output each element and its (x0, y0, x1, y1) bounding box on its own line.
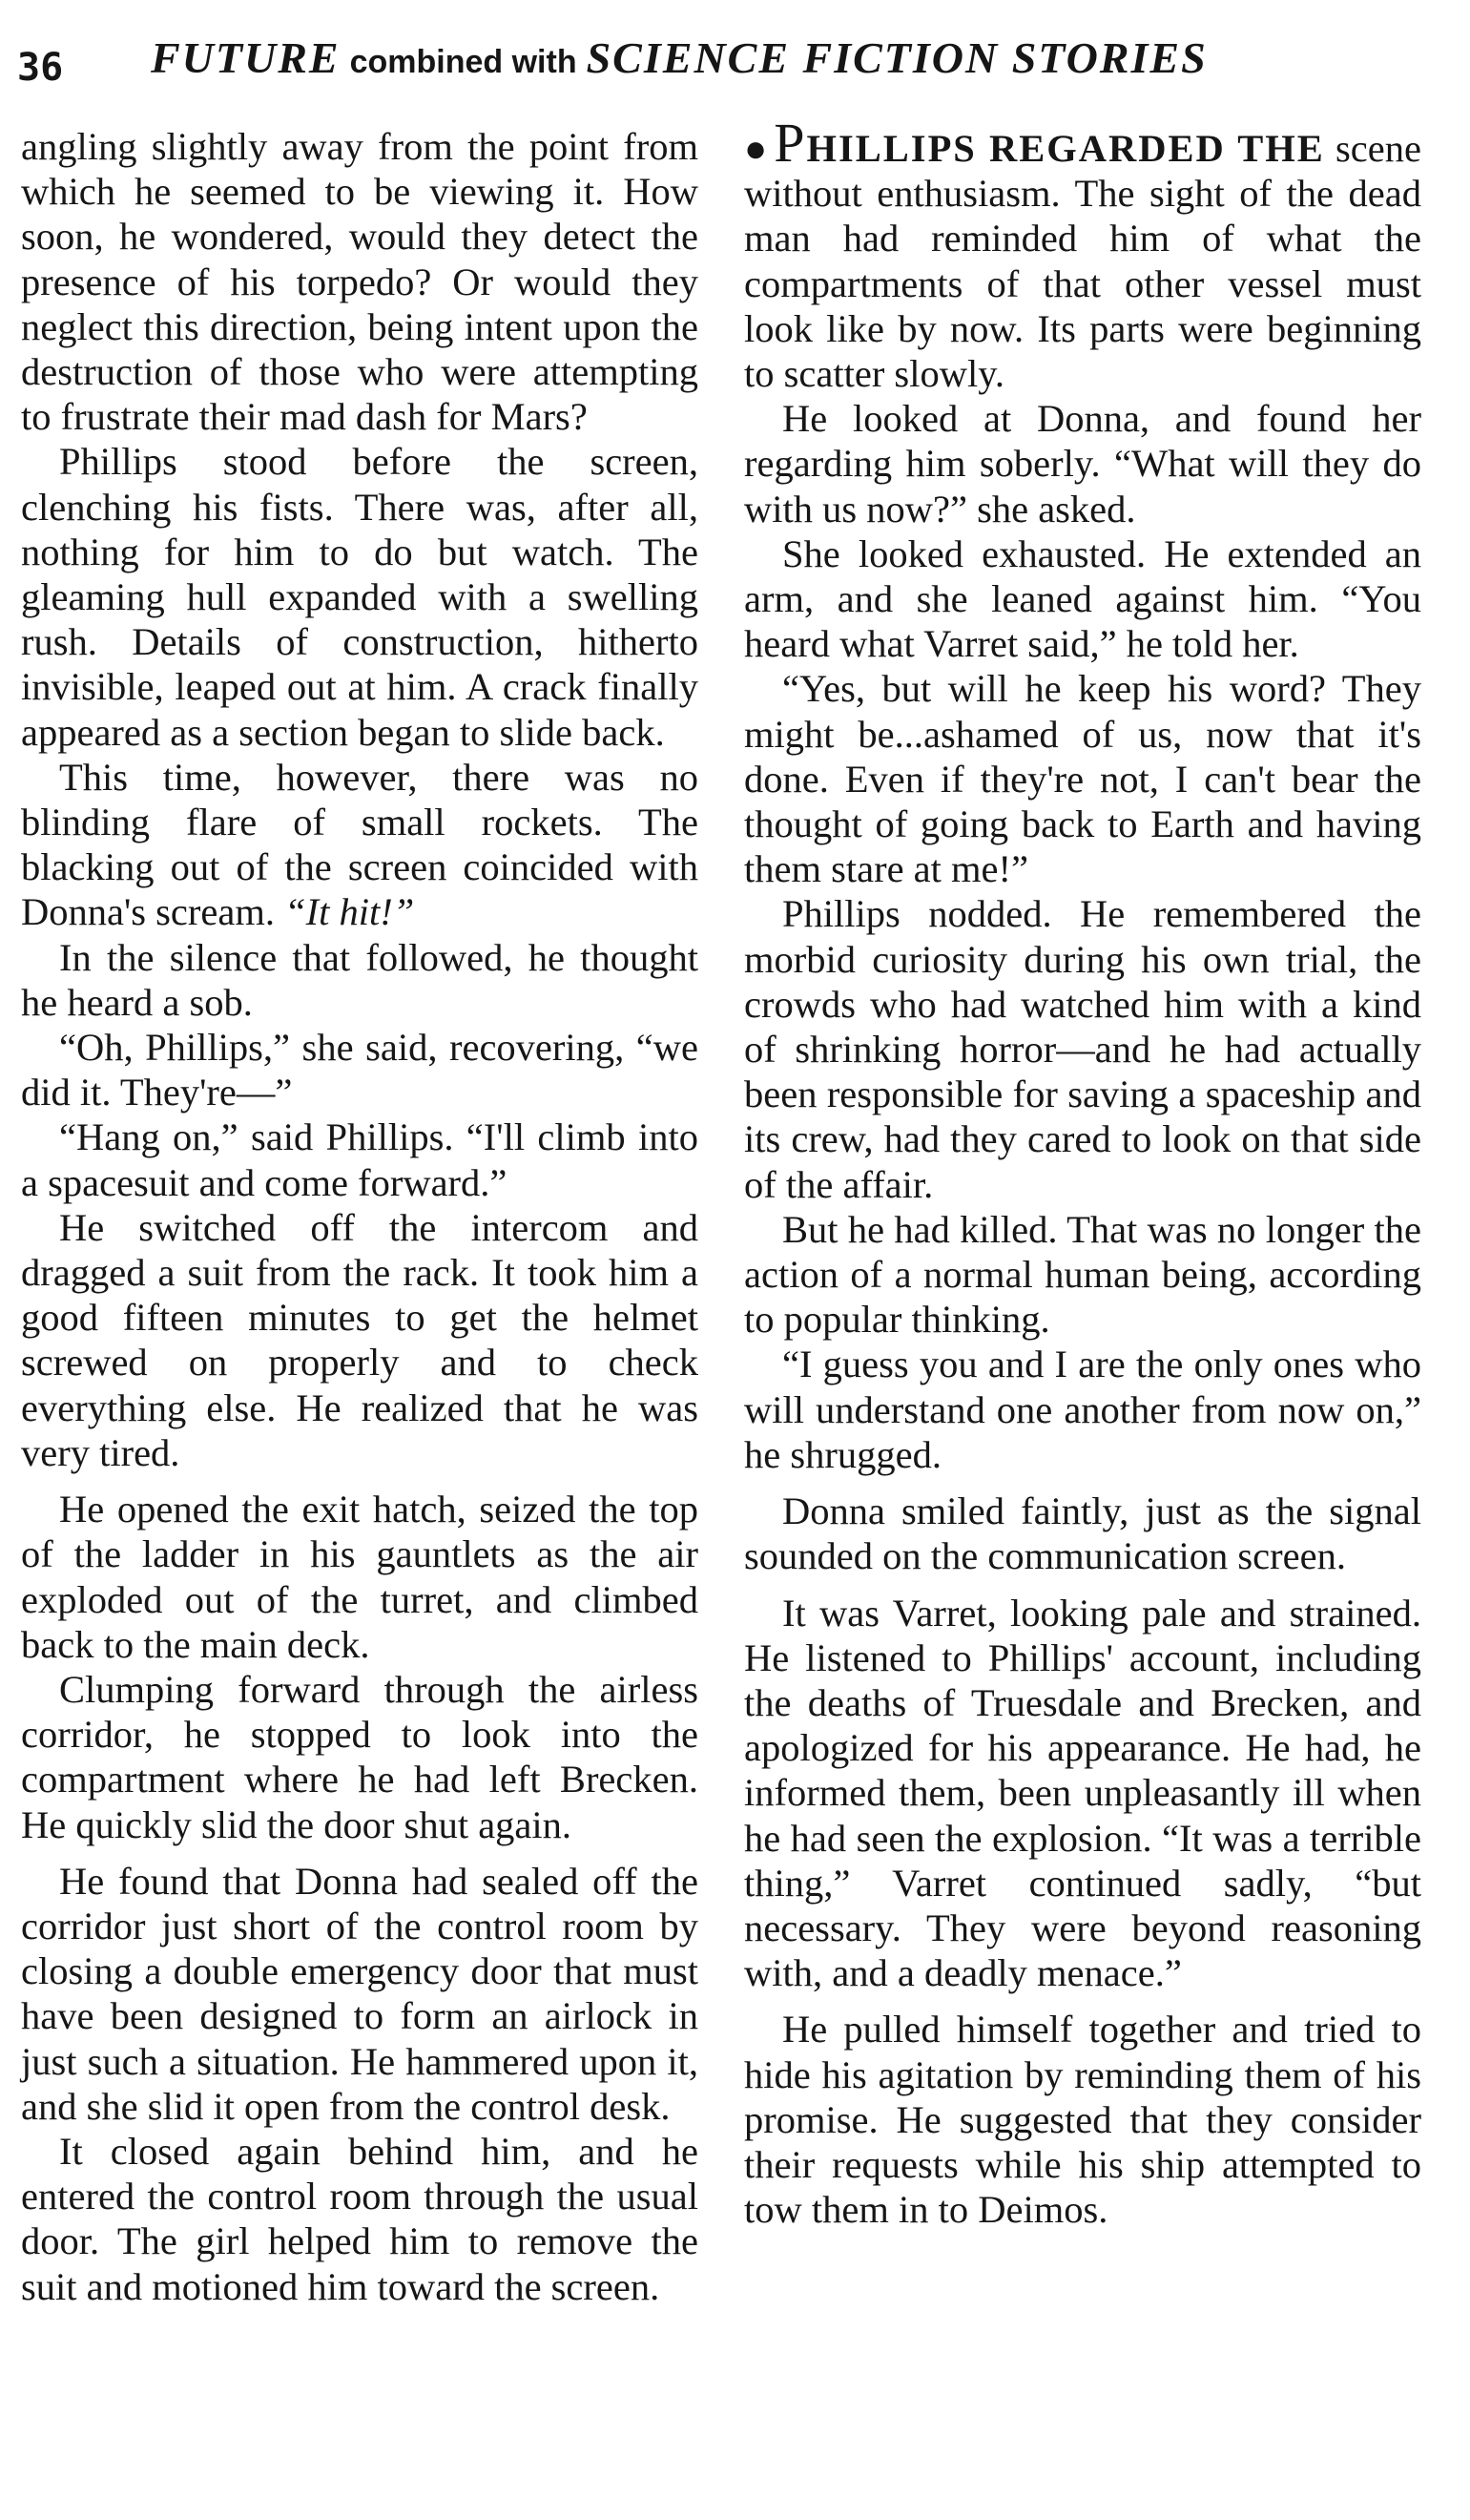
paragraph: angling slightly away from the point from which he seemed to be viewing it. How soon, he wondered, would they detect the presence of his torpedo? Or would they neglect this direction, being intent upon the destruction of those who were attempting to frustrate their mad dash for Mars? (21, 125, 698, 439)
paragraph-text: This time, however, there was no blinding flare of small rockets. The blacking out of the screen coincided with Donna's scream. (21, 755, 698, 934)
paragraph-text: scene without enthusiasm. The sight of the dead man had reminded him of what the compartments of that other vessel must look like by now. Its parts were beginning to scatter slowly. (744, 127, 1421, 396)
running-header (17, 29, 1286, 95)
paragraph: “Oh, Phillips,” she said, recovering, “we did it. They're—” (21, 1026, 698, 1114)
paragraph: He pulled himself together and tried to hide his agitation by reminding them of his promise. He suggested that they consider their requests while his ship attempted to tow them in to Deimos. (744, 2008, 1421, 2232)
paragraph: He found that Donna had sealed off the corridor just short of the control room by closing a double emergency door that must have been designed to form an airlock in just such a situation. He hammered upon it, and she slid it open from the control desk. (21, 1859, 698, 2128)
paragraph: Clumping forward through the airless corridor, he stopped to look into the compartment where he had left Brecken. He quickly slid the door shut again. (21, 1667, 698, 1846)
page-number: 36 (17, 46, 64, 90)
left-text-column (21, 124, 698, 2309)
section-bullet-icon: ● (744, 127, 771, 170)
drop-initial: P (774, 112, 807, 174)
emphasis-quote: “It hit!” (284, 890, 415, 934)
paragraph: He looked at Donna, and found her regarding him soberly. “What will they do with us now?” she asked. (744, 397, 1421, 531)
paragraph: In the silence that followed, he thought he heard a sob. (21, 935, 698, 1024)
paragraph: Donna smiled faintly, just as the signal sounded on the communication screen. (744, 1489, 1421, 1578)
paragraph: “Hang on,” said Phillips. “I'll climb into a spacesuit and come forward.” (21, 1115, 698, 1204)
paragraph: He switched off the intercom and dragged a suit from the rack. It took him a good fifteen minutes to get the helmet screwed on properly and to check everything else. He realized that he was very tired. (21, 1205, 698, 1474)
paragraph: Phillips nodded. He remembered the morbid curiosity during his own trial, the crowds who had watched him with a kind of shrinking horror—and he had actually been responsible for saving a spaceship and its crew, had they cared to look on that side of the affair. (744, 892, 1421, 1206)
paragraph: It was Varret, looking pale and strained. He listened to Phillips' account, including the deaths of Truesdale and Brecken, and apologized for his appearance. He had, he informed them, been unpleasantly ill when he had seen the explosion. “It was a terrible thing,” Varret continued sadly, “but necessary. They were beyond reasoning with, and a deadly menace.” (744, 1591, 1421, 1995)
section-lead-caps (744, 112, 1325, 174)
paragraph: “Yes, but will he keep his word? They might be...ashamed of us, now that it's done. Even if they're not, I can't bear the thought of going back to Earth and having them stare at me!” (744, 667, 1421, 891)
paragraph: But he had killed. That was no longer the action of a normal human being, according to popular thinking. (744, 1207, 1421, 1342)
paragraph (21, 755, 698, 935)
lead-caps-text: HILLIPS REGARDED THE (806, 127, 1325, 170)
paragraph: Phillips stood before the screen, clenching his fists. There was, after all, nothing for him to do but watch. The gleaming hull expanded with a swelling rush. Details of construction, hitherto invisible, leaped out at him. A crack finally appeared as a section began to slide back. (21, 440, 698, 754)
magazine-connector: combined with (349, 44, 577, 80)
magazine-name-2: SCIENCE FICTION STORIES (586, 33, 1208, 82)
paragraph: It closed again behind him, and he entered the control room through the usual door. The girl helped him to remove the suit and motioned him toward the screen. (21, 2129, 698, 2308)
magazine-name: FUTURE (151, 33, 341, 82)
right-text-column (744, 112, 1421, 2232)
paragraph: He opened the exit hatch, seized the top of the ladder in his gauntlets as the air exploded out of the turret, and climbed back to the main deck. (21, 1488, 698, 1666)
magazine-title (151, 32, 1208, 83)
section-lead-paragraph (744, 112, 1421, 396)
paragraph: She looked exhausted. He extended an arm, and she leaned against him. “You heard what Varret said,” he told her. (744, 531, 1421, 666)
paragraph: “I guess you and I are the only ones who will understand one another from now on,” he shrugged. (744, 1343, 1421, 1476)
